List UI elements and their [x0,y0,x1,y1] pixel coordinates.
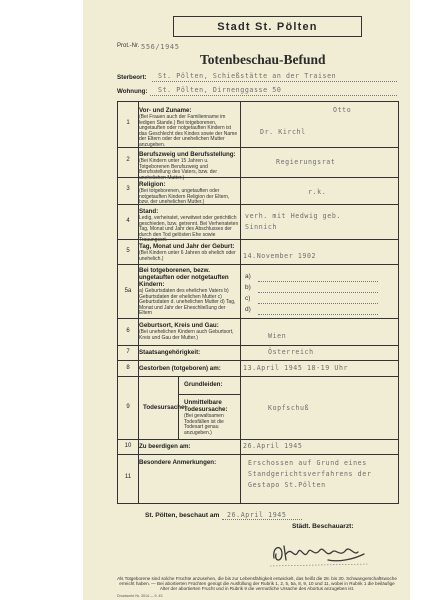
marital-status-value: verh. mit Hedwig geb. [245,212,341,220]
name-label: Vor- und Zuname: [139,107,192,114]
row-3-number: 3 [126,186,130,192]
wohnung-label: Wohnung: [117,88,148,95]
burial-date-value: 26.April 1945 [243,442,303,450]
stillborn-d: d) [245,306,251,313]
occupation-note: (Bei Kindern unter 15 Jahren u. Totgeborenen Berufszweig und Berufsstellung des Vaters, bzw. der unehelichen Mutter.) [139,158,218,181]
row-9-number: 9 [126,404,130,410]
immediate-cause-note: (Bei gewaltsamen Todesfällen ist die Todesart genau anzugeben.) [184,413,224,436]
row-1-number: 1 [126,120,130,126]
stillborn-a: a) [245,273,251,280]
remarks-value-2: Standgerichtsverfahrens der [248,470,372,478]
stillborn-label: Bei totgeborenen, bezw. ungetauften oder notgetauften Kindern: [139,267,229,288]
doctor-signature [268,532,378,572]
stillborn-note: a) Geburtsdaten des ehelichen Vaters b) Geburtsdaten der ehelichen Mutter c) Geburtsdaten d. unehelichen Mutter d) Tag, Monat und Jahr der Eheschließung der Eltern [139,288,236,317]
row-8-number: 8 [126,365,130,371]
sterbeort-label: Sterbeort: [117,74,147,81]
religion-note: (Bei totgeborenen, ungetauften oder notgetauften Kindern Religion der Eltern, bzw. der unehelichen Mutter.) [139,188,230,206]
row-4-number: 4 [126,218,130,224]
birthplace-label: Geburtsort, Kreis und Gau: [139,322,219,329]
city-header: Stadt St. Pölten [217,20,318,33]
wohnung-value: St. Pölten, Dirnenggasse 50 [158,86,282,94]
religion-value: r.k. [308,188,327,196]
birth-date-value: 14.November 1902 [243,252,317,260]
row-5-number: 5 [126,248,130,254]
row-7-number: 7 [126,349,130,355]
nationality-label: Staatsangehörigkeit: [139,349,201,356]
row-5a-number: 5a [124,288,132,294]
remarks-label: Besondere Anmerkungen: [139,459,217,466]
row-10-number: 10 [124,443,132,449]
burial-date-label: Zu beerdigen am: [139,443,191,450]
occupation-value: Regierungsrat [276,158,336,166]
prot-label: Prot.-Nr. [117,43,140,49]
print-code: Drucksorte Nr. 3014 — 9. 43 [117,594,163,598]
row-6-number: 6 [126,328,130,334]
city-header-box [173,16,362,37]
stillborn-b: b) [245,284,251,291]
birth-date-note: (Bei Kindern unter 6 Jahren ob ehelich oder unehelich.) [139,250,236,262]
prot-value: 556/1945 [141,43,180,51]
death-date-label: Gestorben (totgeboren) am: [139,365,221,372]
cause-of-death-value: Kopfschuß [268,404,310,412]
underlying-condition-label: Grundleiden: [184,381,223,388]
form-title: Totenbeschau-Befund [200,52,326,67]
remarks-value-3: Gestapo St.Pölten [248,481,326,489]
inspection-date-value: 26.April 1945 [227,511,287,519]
marital-status-note: Ledig, verheiratet, verwitwet oder gerichtlich geschieden, bzw. getrennt. Bei Verheirateten Tag, Monat und Jahr des Abschlusses der durch den Tod gelösten Ehe sowie Trauungsort. [139,215,239,244]
sterbeort-value: St. Pölten, Schießstätte an der Traisen [158,72,337,80]
nationality-value: Österreich [268,348,314,356]
footer-note: Als Totgeborene sind solche Früchte anzusehen, die bis zur Lebensfähigkeit entwickelt, das heißt die 28. bis 30. Schwangerschaftswoche erreicht haben. — Bei abortierten Früchten genügt die Ausfüllung der Rubrik 1, 2, 5, 5a, 8, 9, 10 und 11, wobei in Rubrik 1 die beiläufige Alter der abortierten Frucht und in Rubrik 9 die vermutliche Ursache des Abortus anzugeben ist. [117,576,397,592]
row-11-number: 11 [124,474,132,480]
cause-of-death-label: Todesursache: [143,404,187,411]
first-name-value: Otto [333,106,352,114]
immediate-cause-label: Unmittelbare Todesursache: [184,399,228,413]
inspection-place-label: St. Pölten, beschaut am [145,512,220,519]
marital-status-label: Stand: [139,208,159,215]
row-2-number: 2 [126,157,130,163]
occupation-label: Berufszweig und Berufsstellung: [139,151,236,158]
surname-value: Dr. Kirchl [260,128,306,136]
death-record-table [117,101,399,504]
birthplace-value: Wien [268,332,287,340]
name-note: (Bei Frauen auch der Familienname im ledigen Stande.) Bei totgeborenen, ungetauften oder notgetauften Kindern ist das Geschlecht des Kindes sowie der Name der Eltern oder der unehelichen Mutter anzugeben. [139,114,238,148]
doctor-label: Städt. Beschauarzt: [292,523,354,530]
birthplace-note: (Bei unehelichen Kindern auch Geburtsort, Kreis und Gau der Mutter.) [139,329,234,341]
spouse-name-value: Sinnich [245,223,277,231]
religion-label: Religion: [139,181,166,188]
death-date-value: 13.April 1945 18-19 Uhr [243,364,349,372]
stillborn-c: c) [245,295,251,302]
remarks-value-1: Erschossen auf Grund eines [248,459,367,467]
birth-date-label: Tag, Monat und Jahr der Geburt: [139,243,235,250]
